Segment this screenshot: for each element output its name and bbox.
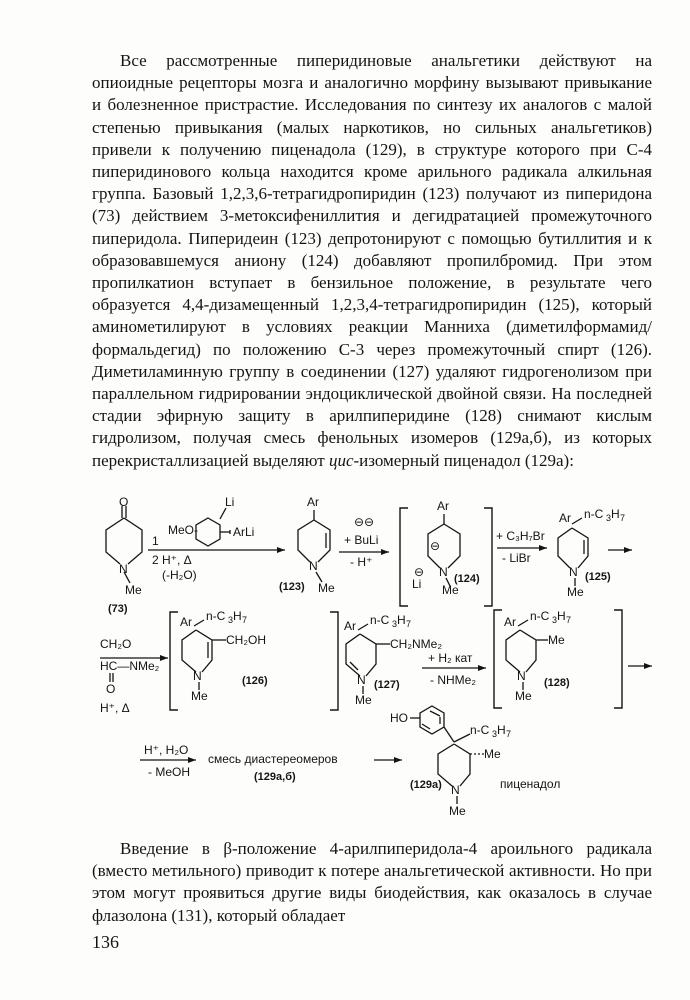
svg-text:Ar: Ar [559, 511, 571, 525]
compound-128 [504, 609, 571, 703]
svg-text:(129a): (129a) [410, 779, 442, 791]
bracket-right-128 [614, 610, 622, 708]
bracket-left-124 [400, 508, 408, 606]
svg-text:n-C: n-C [370, 613, 390, 627]
svg-text:N: N [357, 673, 366, 687]
compound-129a [390, 706, 560, 818]
svg-text:(73): (73) [108, 603, 128, 615]
compound-125 [558, 507, 625, 599]
svg-text:Me: Me [442, 583, 459, 597]
svg-text:Ar: Ar [307, 495, 319, 509]
svg-text:N: N [569, 565, 578, 579]
svg-text:ArLi: ArLi [233, 525, 255, 539]
svg-text:(125): (125) [585, 571, 611, 583]
svg-text:Me: Me [125, 583, 142, 597]
svg-text:пиценадол: пиценадол [500, 777, 561, 791]
svg-text:Ar: Ar [180, 615, 192, 629]
paragraph-1-text: Все рассмотренные пиперидиновые анальгетики действуют на опиоидные рецепторы мозга и аналогично морфину вызывают привыкание и болезненное пристрастие. Исследования по синтезу их аналогов с малой степенью привыкания (малых наркотиков, но сильных анальгетиков) привели к получению пиценадола (129), в структуре которого при С-4 пиперидинового кольца находится кроме арильного радикала алкильная группа. Базовый 1,2,3,6-тетрагидропиридин (123) получают из пиперидона (73) действием 3-метоксифениллития и дегидратацией промежуточного пиперидола. Пиперидеин (123) депротонируют с помощью бутиллития и к образовавшемуся аниону (124) добавляют пропилбромид. При этом пропилкатион вступает в бензильное положение, в результате чего образуется 4,4-дизамещенный 1,2,3,4-тетрагидропиридин (125), который аминометилируют в условиях реакции Манниха (диметилформамид/формальдегид) по положению С-3 через промежуточный спирт (126). Диметиламинную группу в соединении (127) удаляют гидрогенолизом при параллельном гидрировании эндоциклической двойной связи. На последней стадии эфирную защиту в арилпиперидине (128) снимают кислым гидролизом, получая смесь фенольных изомеров (129а,б), из которых перекристаллизацией выделяют [92, 51, 652, 470]
svg-text:Me: Me [355, 693, 372, 707]
svg-text:⊖: ⊖ [354, 515, 365, 529]
step1-label3: (-H₂O) [162, 568, 197, 582]
svg-text:n-C: n-C [584, 507, 604, 521]
step1-label1: 1 [152, 534, 159, 548]
paragraph-2: Введение в β-положение 4-арилпиперидола-4 ароильного радикала (вместо метильного) приводит к потере анальгетической активности. Но при этом могут проявиться другие виды биодействия, как оказалось в случае флазолона (131), который обладает [92, 839, 652, 925]
svg-text:Me: Me [515, 689, 532, 703]
svg-text:Li: Li [412, 577, 422, 591]
svg-text:(124): (124) [454, 573, 480, 585]
compound-126 [180, 609, 268, 703]
svg-text:H: H [611, 507, 620, 521]
paragraph-1-end: -изомерный пиценадол (129а): [353, 450, 574, 470]
svg-text:HO: HO [390, 711, 408, 725]
svg-text:H: H [557, 609, 566, 623]
svg-text:3: 3 [228, 615, 234, 625]
reagent-aryllithium [168, 495, 254, 546]
svg-text:CH₂OH: CH₂OH [226, 633, 266, 647]
svg-text:O: O [119, 495, 129, 509]
svg-text:O: O [106, 682, 116, 696]
step1-label2: 2 H⁺, Δ [152, 553, 192, 567]
svg-text:H⁺, H₂O: H⁺, H₂O [144, 743, 189, 757]
svg-text:смесь диастереомеров: смесь диастереомеров [208, 752, 338, 766]
svg-text:⊖: ⊖ [430, 539, 441, 553]
svg-text:Ar: Ar [437, 499, 449, 513]
page-number: 136 [92, 932, 119, 952]
svg-text:N: N [517, 669, 526, 683]
svg-text:(126): (126) [242, 675, 268, 687]
svg-text:Ar: Ar [344, 619, 356, 633]
svg-text:7: 7 [406, 619, 412, 629]
compound-73 [106, 495, 142, 615]
svg-text:HC—NMe₂: HC—NMe₂ [100, 659, 160, 673]
svg-text:+ C₃H₇Br: + C₃H₇Br [496, 529, 545, 543]
svg-text:+ BuLi: + BuLi [344, 533, 379, 547]
svg-text:7: 7 [566, 615, 572, 625]
svg-text:H: H [497, 723, 506, 737]
svg-text:Li: Li [225, 495, 235, 509]
bracket-right-124 [484, 508, 492, 606]
svg-text:7: 7 [620, 513, 626, 523]
paragraph-1 [92, 50, 652, 472]
svg-text:3: 3 [606, 513, 612, 523]
svg-text:Me: Me [191, 689, 208, 703]
svg-text:CH₂NMe₂: CH₂NMe₂ [390, 637, 442, 651]
svg-text:H: H [233, 609, 242, 623]
svg-text:7: 7 [242, 615, 248, 625]
svg-text:N: N [309, 559, 318, 573]
svg-text:N: N [451, 783, 460, 797]
svg-text:Ar: Ar [504, 615, 516, 629]
compound-123 [279, 495, 335, 595]
svg-text:Me: Me [449, 804, 466, 818]
bracket-left-128 [494, 610, 502, 708]
svg-text:3: 3 [492, 729, 498, 739]
svg-text:(129а,б): (129а,б) [254, 771, 296, 783]
svg-text:Me: Me [567, 585, 584, 599]
svg-text:Me: Me [318, 581, 335, 595]
svg-text:(127): (127) [374, 679, 400, 691]
paragraph-1-italic: цис [328, 450, 354, 470]
svg-text:Me: Me [548, 633, 565, 647]
svg-text:MeO-: MeO- [168, 523, 198, 537]
svg-text:- LiBr: - LiBr [502, 551, 531, 565]
bracket-right-126 [330, 612, 338, 710]
svg-text:n-C: n-C [470, 723, 490, 737]
svg-text:N: N [193, 669, 202, 683]
svg-text:⊖: ⊖ [414, 565, 425, 579]
svg-text:n-C: n-C [206, 609, 226, 623]
svg-text:7: 7 [506, 729, 512, 739]
svg-text:H: H [397, 613, 406, 627]
svg-text:(128): (128) [544, 677, 570, 689]
svg-text:N: N [439, 565, 448, 579]
svg-text:3: 3 [392, 619, 398, 629]
svg-text:(123): (123) [279, 581, 305, 593]
svg-text:- MeOH: - MeOH [148, 765, 190, 779]
reaction-scheme [92, 488, 662, 833]
svg-text:H⁺, Δ: H⁺, Δ [100, 701, 130, 715]
svg-text:Me: Me [484, 747, 501, 761]
svg-text:- NHMe₂: - NHMe₂ [430, 673, 476, 687]
compound-124 [412, 499, 480, 597]
bracket-left-126 [170, 612, 178, 710]
svg-text:CH₂O: CH₂O [100, 637, 132, 651]
svg-text:n-C: n-C [530, 609, 550, 623]
svg-text:⊖: ⊖ [364, 515, 375, 529]
svg-text:- H⁺: - H⁺ [350, 555, 373, 569]
svg-text:+ H₂ кат: + H₂ кат [428, 651, 473, 665]
svg-text:N: N [119, 562, 128, 576]
svg-text:3: 3 [552, 615, 558, 625]
